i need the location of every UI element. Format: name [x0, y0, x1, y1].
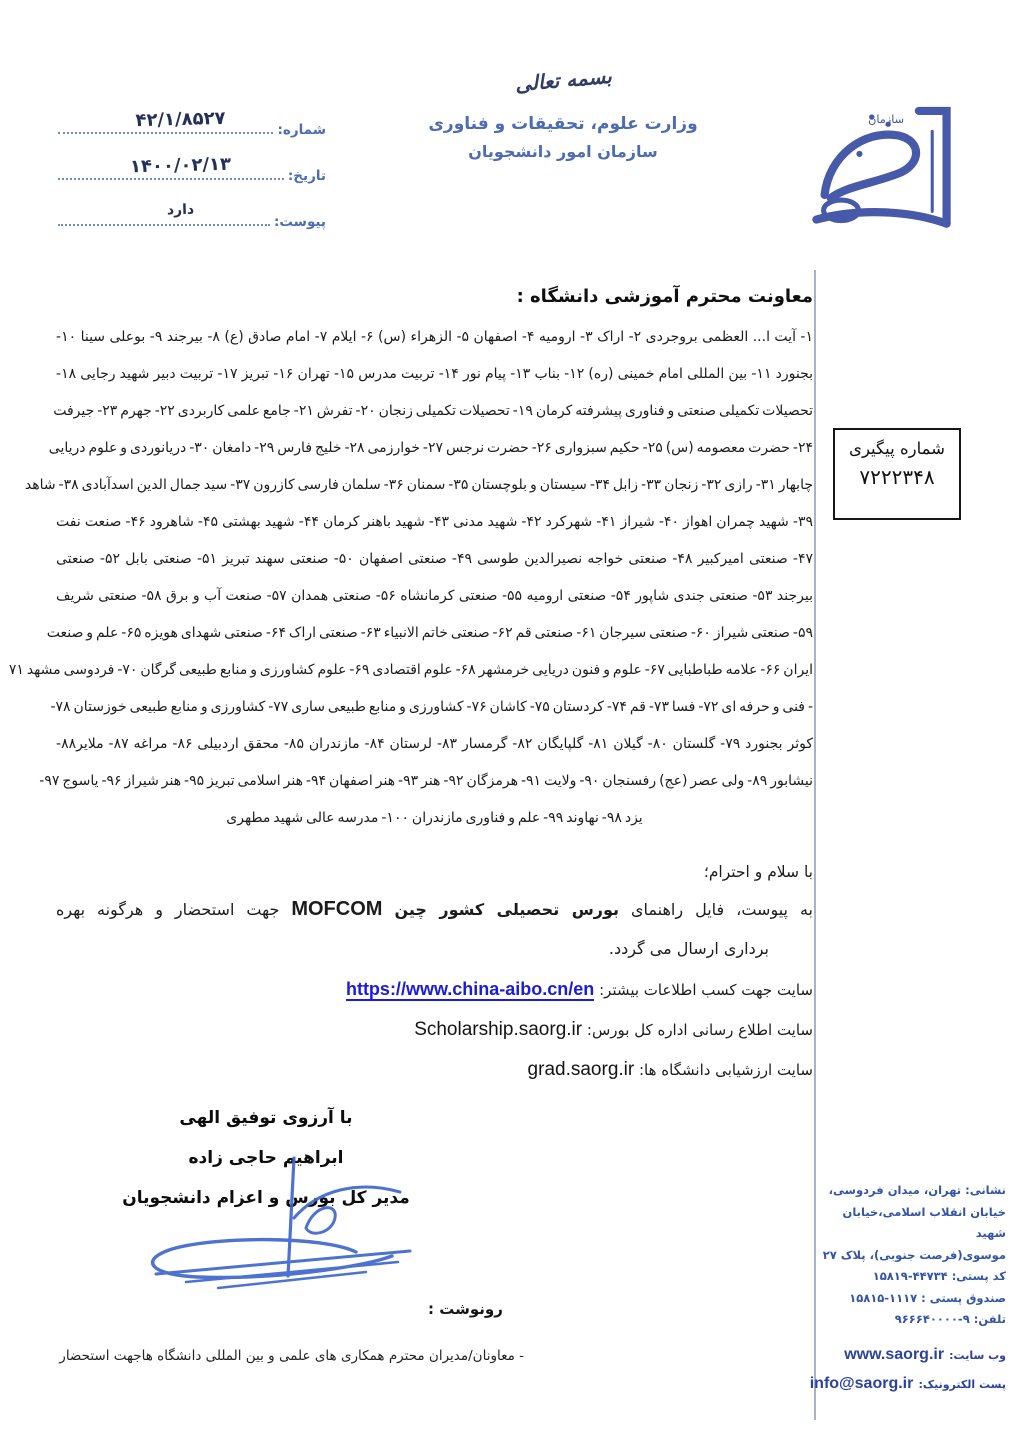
body-paragraph-continuation: برداری ارسال می گردد. [608, 939, 769, 958]
letter-body [8, 286, 814, 1089]
tracking-number-box [833, 428, 961, 520]
letter-date-label: تاریخ: [287, 168, 326, 184]
info-link-label: سایت جهت کسب اطلاعات بیشتر: [599, 981, 813, 999]
university-list-line: ایران ۶۶- علامه طباطبایی ۶۷- علوم و فنون دریایی خرمشهر ۶۸- علوم اقتصادی ۶۹- علوم کشاورزی و منابع طبیعی گرگان ۷۰- فردوسی مشهد ۷۱ [8, 662, 813, 678]
address-line: خیابان انقلاب اسلامی،خیابان شهید [842, 1204, 1006, 1240]
web-contact-block [798, 1340, 1006, 1398]
email-address[interactable]: info@saorg.ir [809, 1375, 914, 1392]
china-aibo-link[interactable]: https://www.china-aibo.cn/en [345, 979, 595, 999]
organization-title: سازمان امور دانشجویان [468, 142, 658, 161]
letterhead [318, 63, 808, 161]
letter-number-label: شماره: [277, 122, 326, 138]
signatory-name: ابراهیم حاجی زاده [188, 1148, 344, 1168]
website-label: وب سایت: [949, 1349, 1006, 1362]
phone-label: تلفن: [973, 1312, 1006, 1326]
grad-site-url: grad.saorg.ir [527, 1059, 635, 1080]
recipient-heading: معاونت محترم آموزشی دانشگاه : [516, 286, 813, 307]
website-line [798, 1340, 1006, 1369]
pobox-value: ۱۵۸۱۵-۱۱۱۷ [849, 1290, 918, 1305]
website-url[interactable]: www.saorg.ir [844, 1346, 945, 1363]
letter-attachment-row [58, 184, 326, 230]
signature-wish-line: با آرزوی توفیق الهی [179, 1108, 353, 1128]
university-list-line: ۴۷- صنعتی امیرکبیر ۴۸- صنعتی خواجه نصیرالدین طوسی ۴۹- صنعتی اصفهان ۵۰- صنعتی سهند تبریز ۵۱- صنعتی بابل ۵۲- صنعتی [56, 551, 813, 567]
university-list-line: بیرجند ۵۳- صنعتی جندی شاپور ۵۴- صنعتی ارومیه ۵۵- صنعتی کرمانشاه ۵۶- صنعتی همدان ۵۷- صنعت آب و برق ۵۸- صنعتی شریف [56, 588, 813, 604]
saorg-logo-icon [800, 96, 964, 256]
mofcom-acronym: MOFCOM [291, 898, 383, 920]
email-label: پست الکترونیک: [918, 1378, 1006, 1391]
signatory-title: مدیر کل بورس و اعزام دانشجویان [122, 1188, 410, 1208]
scholarship-site-label: سایت اطلاع رسانی اداره کل بورس: [586, 1021, 813, 1039]
info-link-row [56, 970, 813, 1009]
grad-site-row [56, 1051, 813, 1089]
university-list-line: کوثر بجنورد ۷۹- گلستان ۸۰- گیلان ۸۱- گلپایگان ۸۲- گرمسار ۸۳- لرستان ۸۴- مازندران ۸۵- محقق اردبیلی ۸۶- مراغه ۸۷- ملایر۸۸- [56, 736, 814, 752]
letter-attachment-label: پیوست: [273, 214, 326, 230]
university-list-line: تحصیلات تکمیلی صنعتی و فناوری پیشرفته کرمان ۱۹- تحصیلات تکمیلی زنجان ۲۰- تفرش ۲۱- جامع علمی کاربردی ۲۲- جهرم ۲۳- جیرفت [53, 403, 813, 419]
besmellah-calligraphy: بسمه تعالی [513, 63, 613, 97]
postal-code-label: کد پستی: [951, 1269, 1006, 1283]
body-text: جهت استحضار و هرگونه بهره [56, 900, 292, 919]
logo-caption: سازمان [868, 113, 905, 127]
ministry-title: وزارت علوم، تحقیقات و فناوری [428, 114, 698, 134]
university-list-line: نیشابور ۸۹- ولی عصر (عج) رفسنجان ۹۰- ولایت ۹۱- هرمزگان ۹۲- هنر ۹۳- هنر اصفهان ۹۴- هنر اسلامی تبریز ۹۵- هنر شیراز ۹۶- یاسوج ۹۷- [39, 773, 813, 789]
grad-site-label: سایت ارزشیابی دانشگاه ها: [639, 1061, 813, 1079]
university-list-line: چابهار ۳۱- رازی ۳۲- زنجان ۳۳- زابل ۳۴- سیستان و بلوچستان ۳۵- سمنان ۳۶- سلمان فارسی کازرون ۳۷- سید جمال الدین اسدآبادی ۳۸- شاهد [24, 477, 813, 493]
signature-block [118, 1098, 414, 1218]
letter-number-value: ۴۲/۱/۸۵۲۷ [135, 107, 226, 132]
university-list-line: بجنورد ۱۱- بین المللی امام خمینی (ره) ۱۲- بناب ۱۳- پیام نور ۱۴- تربیت مدرس ۱۵- تهران ۱۶- تبریز ۱۷- تربیت دبیر شهید رجایی ۱۸- [56, 366, 814, 382]
cc-heading: رونوشت : [428, 1300, 503, 1318]
tracking-label: شماره پیگیری [849, 439, 945, 458]
phone-value: ۹۶۶۶۴۰۰۰۰-۹ [894, 1312, 970, 1326]
letter-meta [58, 92, 326, 230]
dotted-line [58, 224, 270, 226]
address-line: موسوی(فرصت جنوبی)، پلاک ۲۷ [822, 1247, 1006, 1262]
address-line: نشانی: تهران، میدان فردوسی، [828, 1183, 1006, 1197]
pobox-label: صندوق پستی : [921, 1290, 1006, 1305]
scholarship-phrase-bold: بورس تحصیلی کشور چین [394, 900, 620, 919]
scholarship-site-row [56, 1011, 813, 1049]
postal-code-value: ۱۵۸۱۹-۴۴۷۳۴ [872, 1269, 948, 1283]
email-line [798, 1369, 1006, 1398]
university-list-line: ۳۹- شهید چمران اهواز ۴۰- شیراز ۴۱- شهرکرد ۴۲- شهید مدنی ۴۳- شهید باهنر کرمان ۴۴- شهید بهشتی ۴۵- شاهرود ۴۶- صنعت نفت [56, 514, 813, 530]
university-list-line: ۱- آیت ا... العظمی بروجردی ۲- اراک ۳- ارومیه ۴- اصفهان ۵- الزهراء (س) ۶- ایلام ۷- امام صادق (ع) ۸- بیرجند ۹- بوعلی سینا ۱۰- [56, 329, 814, 345]
university-list-line: ۵۹- صنعتی شیراز ۶۰- صنعتی سیرجان ۶۱- صنعتی قم ۶۲- صنعتی خاتم الانبیاء ۶۳- صنعتی اراک ۶۴- صنعتی شهدای هویزه ۶۵- علم و صنعت [46, 625, 813, 641]
letter-date-value: ۱۴۰۰/۰۲/۱۳ [129, 153, 232, 178]
university-list-line: - فنی و حرفه ای ۷۲- فسا ۷۳- قم ۷۴- کردستان ۷۵- کاشان ۷۶- کشاورزی و منابع طبیعی ساری ۷۷- کشاورزی و منابع طبیعی خوزستان ۷۸- [50, 699, 813, 715]
pobox-line [820, 1288, 1006, 1310]
postal-code-line [820, 1266, 1006, 1288]
letter-number-row [58, 92, 326, 138]
tracking-number: ۷۲۲۲۳۴۸ [859, 465, 935, 489]
cc-item: - معاونان/مدیران محترم همکاری های علمی و بین المللی دانشگاه هاجهت استحضار [59, 1348, 524, 1364]
body-paragraph [56, 889, 813, 930]
letter-date-row [58, 138, 326, 184]
contact-address-block [820, 1180, 1006, 1331]
phone-line [820, 1309, 1006, 1331]
salutation: با سلام و احترام؛ [703, 863, 813, 881]
body-text: به پیوست، فایل راهنمای [619, 900, 814, 919]
margin-rule [814, 270, 816, 1420]
letter-attachment-value: دارد [166, 201, 195, 219]
university-list-line: یزد ۹۸- نهاوند ۹۹- علم و فناوری مازندران ۱۰۰- مدرسه عالی شهید مطهری [226, 810, 643, 826]
university-list-line: ۲۴- حضرت معصومه (س) ۲۵- حکیم سبزواری ۲۶- حضرت نرجس ۲۷- خوارزمی ۲۸- خلیج فارس ۲۹- دامغان ۳۰- دریانوردی و علوم دریایی [48, 440, 813, 456]
scholarship-site-url: Scholarship.saorg.ir [414, 1019, 583, 1040]
saorg-logo [800, 96, 964, 256]
